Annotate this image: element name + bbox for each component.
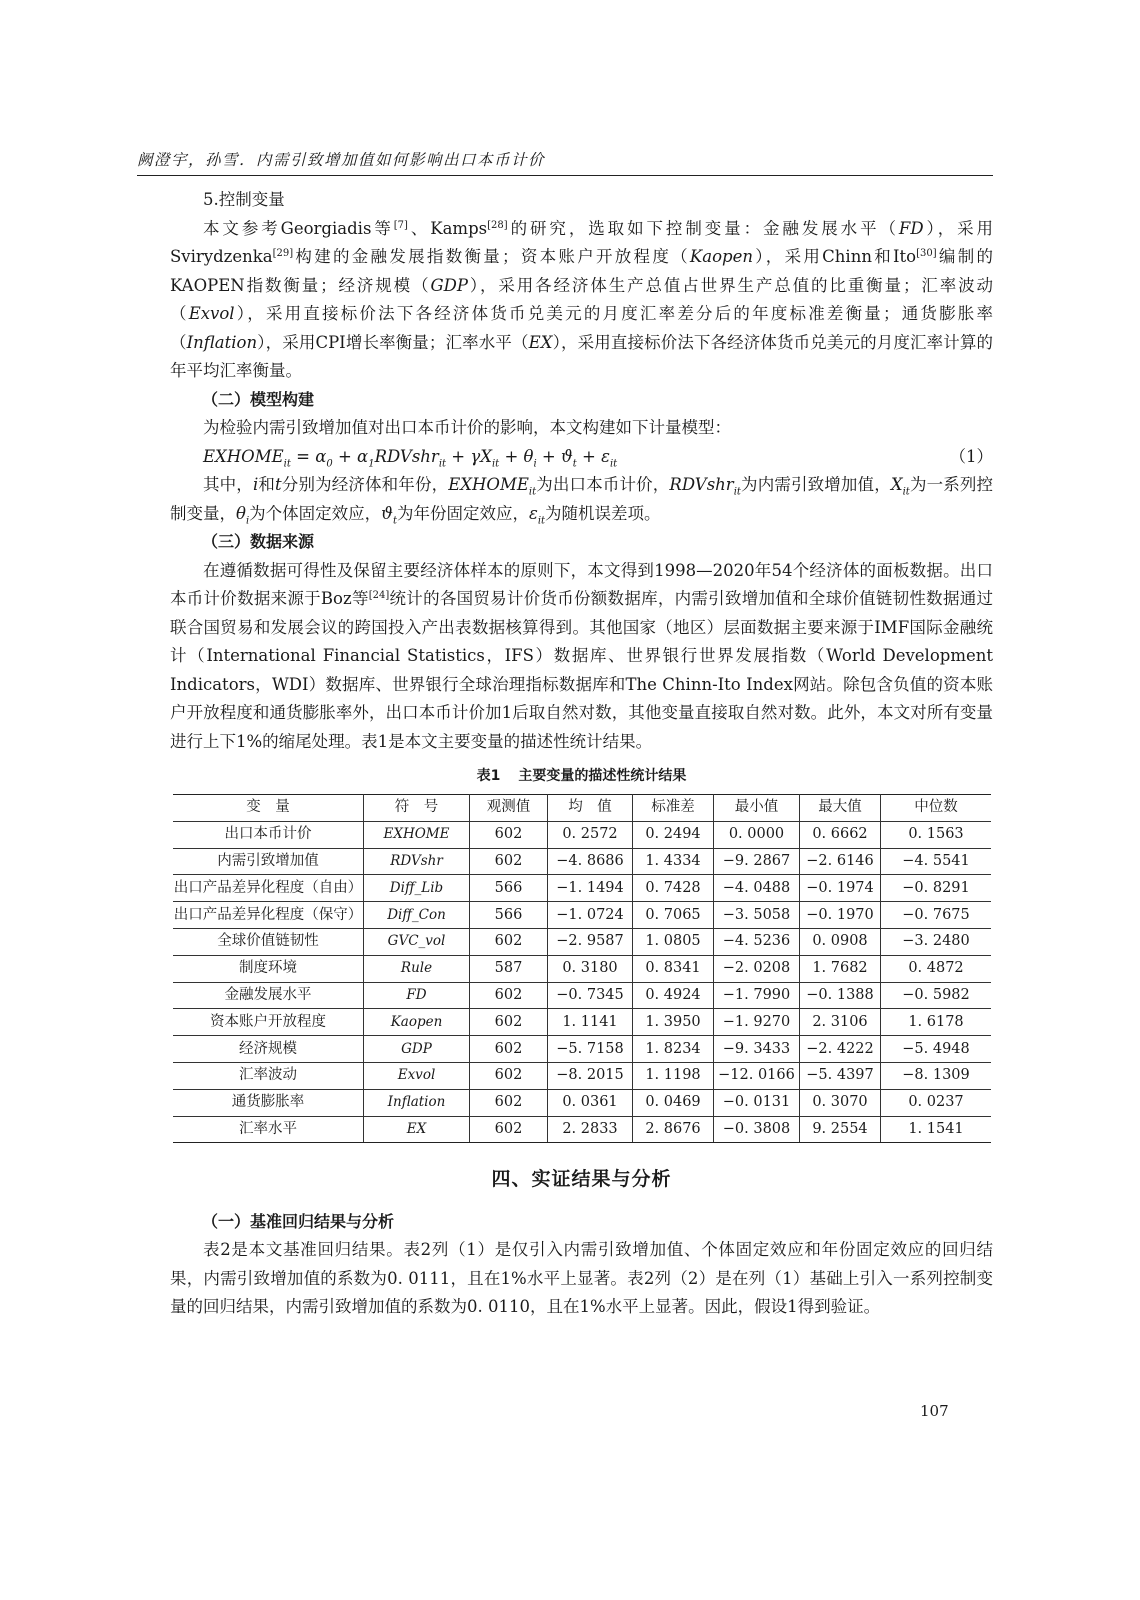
- table-cell: 602: [470, 1116, 548, 1143]
- table-cell: −1. 1494: [548, 875, 633, 902]
- col-header: 均 值: [548, 795, 633, 822]
- table-row: [173, 875, 991, 902]
- table-row: [173, 955, 991, 982]
- equation-body: $EXHOME_{it} = \alpha_0$ + $\alpha_1RDVshr_{it} + \gamma X_{it} + \theta_i + ϑ_t + \varepsilon_{it}$: [203, 446, 618, 469]
- section4-heading: 四、实证结果与分析: [491, 1168, 672, 1191]
- baseline-paragraph: 表2是本文基准回归结果。表2列（1）是仅引入内需引致增加值、个体固定效应和年份固定效应的回归结果，内需引致增加值的系数为0. 0111，且在1%水平上显著。表2列（2）是在列（1）基础上引入一系列控制变量的回归结果，内需引致增加值的系数为0. 0110，且在1%水平上显著。因此，假设1得到验证。: [170, 1240, 993, 1317]
- table-cell: −0. 7345: [548, 982, 633, 1009]
- table-cell: −4. 5541: [881, 848, 992, 875]
- col-header: 最大值: [800, 795, 881, 822]
- table-cell: 金融发展水平: [173, 982, 364, 1009]
- table-cell: −5. 4397: [800, 1062, 881, 1089]
- table1-title: 主要变量的描述性统计结果: [518, 768, 687, 784]
- table-cell: −3. 2480: [881, 928, 992, 955]
- table-cell: 1. 8234: [633, 1036, 714, 1063]
- table-cell: 0. 4872: [881, 955, 992, 982]
- table-cell: −2. 4222: [800, 1036, 881, 1063]
- table-cell: 566: [470, 902, 548, 929]
- table-cell: 566: [470, 875, 548, 902]
- table-cell: −0. 7675: [881, 902, 992, 929]
- table-cell: −2. 6146: [800, 848, 881, 875]
- table-cell: 602: [470, 982, 548, 1009]
- table-cell: 1. 1198: [633, 1062, 714, 1089]
- table-header-row: [173, 795, 991, 822]
- table-cell: 602: [470, 821, 548, 848]
- table-cell: 0. 0908: [800, 928, 881, 955]
- table-cell: 2. 8676: [633, 1116, 714, 1143]
- running-header: 阙澄宇，孙雪．内需引致增加值如何影响出口本币计价: [137, 148, 993, 176]
- table-cell: Rule: [364, 955, 470, 982]
- table-cell: 0. 2572: [548, 821, 633, 848]
- table-cell: −0. 0131: [714, 1089, 800, 1116]
- table-cell: −1. 9270: [714, 1009, 800, 1036]
- table-cell: 0. 6662: [800, 821, 881, 848]
- table-cell: 0. 1563: [881, 821, 992, 848]
- section5-heading: 5.控制变量: [203, 190, 285, 209]
- table-cell: 0. 7065: [633, 902, 714, 929]
- col-header: 标准差: [633, 795, 714, 822]
- table-cell: −0. 8291: [881, 875, 992, 902]
- table-cell: 出口本币计价: [173, 821, 364, 848]
- table-cell: −5. 4948: [881, 1036, 992, 1063]
- table-cell: 出口产品差异化程度（保守）: [173, 902, 364, 929]
- table-cell: −0. 5982: [881, 982, 992, 1009]
- table-cell: −4. 8686: [548, 848, 633, 875]
- table-cell: Diff_Con: [364, 902, 470, 929]
- table-row: [173, 928, 991, 955]
- table-cell: 1. 0805: [633, 928, 714, 955]
- table-cell: 通货膨胀率: [173, 1089, 364, 1116]
- section5-paragraph: 本文参考Georgiadis等[7]、Kamps[28]的研究，选取如下控制变量：金融发展水平（FD），采用Svirydzenka[29]构建的金融发展指数衡量；资本账户开放程度（Kaopen），采用Chinn和Ito[30]编制的KAOPEN指数衡量；经济规模（GDP），采用各经济体生产总值占世界生产总值的比重衡量；汇率波动（Exvol），采用直接标价法下各经济体货币兑美元的月度汇率差分后的年度标准差衡量；通货膨胀率（Inflation），采用CPI增长率衡量；汇率水平（EX），采用直接标价法下各经济体货币兑美元的月度汇率计算的年平均汇率衡量。: [170, 218, 994, 380]
- table-cell: 1. 1141: [548, 1009, 633, 1036]
- table-row: [173, 1062, 991, 1089]
- table-cell: −1. 0724: [548, 902, 633, 929]
- baseline-heading: （一）基准回归结果与分析: [202, 1211, 395, 1231]
- table-row: [173, 1009, 991, 1036]
- table-cell: 0. 0469: [633, 1089, 714, 1116]
- table-cell: Inflation: [364, 1089, 470, 1116]
- table-cell: 0. 3180: [548, 955, 633, 982]
- table-row: [173, 848, 991, 875]
- table-cell: −3. 5058: [714, 902, 800, 929]
- page-number: 107: [920, 1402, 949, 1420]
- table-cell: −9. 2867: [714, 848, 800, 875]
- page-body: [170, 186, 993, 1322]
- table-cell: 602: [470, 1089, 548, 1116]
- data-source-heading: （三）数据来源: [202, 532, 315, 551]
- table-cell: 汇率波动: [173, 1062, 364, 1089]
- table-cell: 587: [470, 955, 548, 982]
- table-cell: Kaopen: [364, 1009, 470, 1036]
- table-cell: 0. 8341: [633, 955, 714, 982]
- table-cell: 0. 3070: [800, 1089, 881, 1116]
- table-cell: 内需引致增加值: [173, 848, 364, 875]
- table-cell: Exvol: [364, 1062, 470, 1089]
- table-cell: −0. 1974: [800, 875, 881, 902]
- table-cell: −2. 9587: [548, 928, 633, 955]
- table-cell: 1. 4334: [633, 848, 714, 875]
- table-cell: EXHOME: [364, 821, 470, 848]
- model-explanation: 其中，i和t分别为经济体和年份，$EXHOME_{it}$为出口本币计价，RDVshr$_{it}$为内需引致增加值，$X_{it}$为一系列控制变量，$\theta_i$为个体固定效应，$ϑ_t$为年份固定效应，$\varepsilon_{it}$为随机误差项。: [170, 475, 994, 526]
- col-header: 符 号: [364, 795, 470, 822]
- table-row: [173, 1116, 991, 1143]
- table-cell: −1. 7990: [714, 982, 800, 1009]
- table-cell: 602: [470, 1009, 548, 1036]
- table-cell: −0. 1970: [800, 902, 881, 929]
- model-heading: （二）模型构建: [202, 389, 315, 409]
- table-cell: 制度环境: [173, 955, 364, 982]
- table-cell: 1. 6178: [881, 1009, 992, 1036]
- table-cell: −0. 3808: [714, 1116, 800, 1143]
- table-cell: 1. 1541: [881, 1116, 992, 1143]
- table-cell: −0. 1388: [800, 982, 881, 1009]
- table-cell: 汇率水平: [173, 1116, 364, 1143]
- table-cell: 2. 3106: [800, 1009, 881, 1036]
- data-source-paragraph: 在遵循数据可得性及保留主要经济体样本的原则下，本文得到1998—2020年54个经济体的面板数据。出口本币计价数据来源于Boz等[24]统计的各国贸易计价货币份额数据库，内需引致增加值和全球价值链韧性数据通过联合国贸易和发展会议的跨国投入产出表数据核算得到。其他国家（地区）层面数据主要来源于IMF国际金融统计（International Financial Statistics，IFS）数据库、世界银行世界发展指数（World Development Indicators，WDI）数据库、世界银行全球治理指标数据库和The Chinn-Ito Index网站。除包含负值的资本账户开放程度和通货膨胀率外，出口本币计价加1后取自然对数，其他变量直接取自然对数。此外，本文对所有变量进行上下1%的缩尾处理。表1是本文主要变量的描述性统计结果。: [170, 560, 993, 751]
- equation-1: [170, 443, 993, 472]
- table-cell: 0. 0000: [714, 821, 800, 848]
- table-cell: −4. 0488: [714, 875, 800, 902]
- table-cell: 经济规模: [173, 1036, 364, 1063]
- table-cell: −8. 2015: [548, 1062, 633, 1089]
- table-cell: −9. 3433: [714, 1036, 800, 1063]
- table-row: [173, 821, 991, 848]
- table-cell: 2. 2833: [548, 1116, 633, 1143]
- table-cell: 602: [470, 1036, 548, 1063]
- table-row: [173, 982, 991, 1009]
- table-cell: 602: [470, 928, 548, 955]
- model-intro: 为检验内需引致增加值对出口本币计价的影响，本文构建如下计量模型：: [203, 418, 731, 437]
- table-cell: 0. 0361: [548, 1089, 633, 1116]
- table-row: [173, 1036, 991, 1063]
- equation-number: （1）: [949, 446, 993, 466]
- descriptive-stats-table: [173, 794, 991, 1143]
- col-header: 最小值: [714, 795, 800, 822]
- table-cell: GDP: [364, 1036, 470, 1063]
- table-cell: FD: [364, 982, 470, 1009]
- col-header: 中位数: [881, 795, 992, 822]
- table-cell: 0. 0237: [881, 1089, 992, 1116]
- col-header: 观测值: [470, 795, 548, 822]
- table-cell: 602: [470, 1062, 548, 1089]
- table-cell: 1. 7682: [800, 955, 881, 982]
- table-cell: 1. 3950: [633, 1009, 714, 1036]
- table-cell: 602: [470, 848, 548, 875]
- table-cell: 资本账户开放程度: [173, 1009, 364, 1036]
- table-cell: 0. 7428: [633, 875, 714, 902]
- table-cell: 出口产品差异化程度（自由）: [173, 875, 364, 902]
- table-row: [173, 902, 991, 929]
- table-cell: 9. 2554: [800, 1116, 881, 1143]
- table-cell: −12. 0166: [714, 1062, 800, 1089]
- table-cell: Diff_Lib: [364, 875, 470, 902]
- table1-number: 表1: [476, 768, 501, 784]
- table-cell: 全球价值链韧性: [173, 928, 364, 955]
- table-cell: GVC_vol: [364, 928, 470, 955]
- table-cell: EX: [364, 1116, 470, 1143]
- table-cell: −5. 7158: [548, 1036, 633, 1063]
- table1-caption: [170, 764, 993, 788]
- table-cell: −8. 1309: [881, 1062, 992, 1089]
- col-header: 变 量: [173, 795, 364, 822]
- table-row: [173, 1089, 991, 1116]
- table-cell: −4. 5236: [714, 928, 800, 955]
- table-cell: 0. 2494: [633, 821, 714, 848]
- table-cell: 0. 4924: [633, 982, 714, 1009]
- table-cell: −2. 0208: [714, 955, 800, 982]
- table-cell: RDVshr: [364, 848, 470, 875]
